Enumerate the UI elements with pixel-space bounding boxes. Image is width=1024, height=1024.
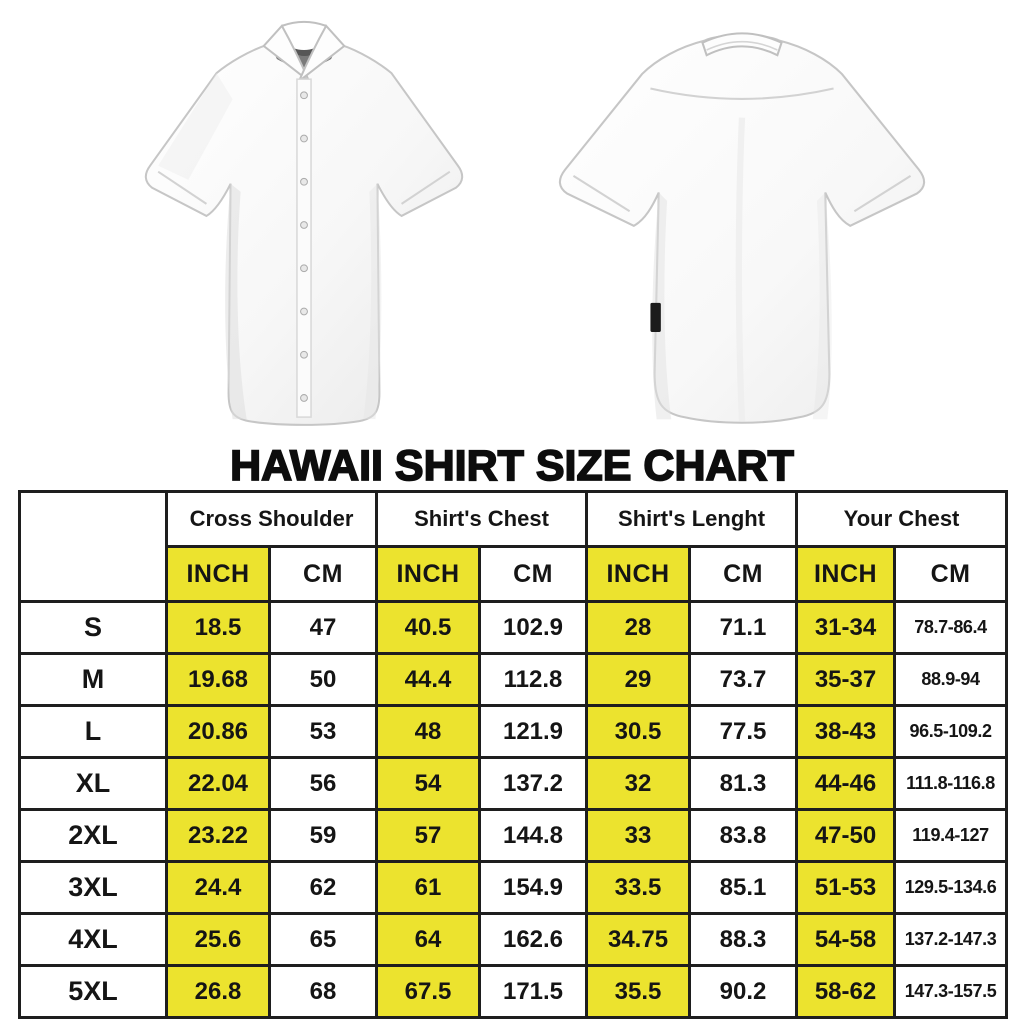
group-header-shirts-length: Shirt's Lenght — [587, 492, 797, 547]
value-cell: 137.2 — [480, 758, 587, 810]
table-row-5xl — [20, 966, 1007, 1018]
table-row-4xl — [20, 914, 1007, 966]
value-cell: 121.9 — [480, 706, 587, 758]
table-row-l — [20, 706, 1007, 758]
value-cell: 144.8 — [480, 810, 587, 862]
value-cell: 59 — [270, 810, 377, 862]
page-title: HAWAII SHIRT SIZE CHART — [230, 442, 794, 490]
value-cell: 129.5-134.6 — [895, 862, 1007, 914]
unit-header-cm: CM — [895, 547, 1007, 602]
value-cell: 50 — [270, 654, 377, 706]
unit-header-inch: INCH — [587, 547, 690, 602]
size-chart-table — [18, 490, 1008, 1019]
group-header-row — [20, 492, 1007, 547]
size-label: 4XL — [20, 914, 167, 966]
unit-header-inch: INCH — [377, 547, 480, 602]
value-cell: 18.5 — [167, 602, 270, 654]
value-cell: 25.6 — [167, 914, 270, 966]
table-row-xl — [20, 758, 1007, 810]
size-label: M — [20, 654, 167, 706]
value-cell: 40.5 — [377, 602, 480, 654]
value-cell: 57 — [377, 810, 480, 862]
value-cell: 62 — [270, 862, 377, 914]
value-cell: 67.5 — [377, 966, 480, 1018]
value-cell: 53 — [270, 706, 377, 758]
value-cell: 111.8-116.8 — [895, 758, 1007, 810]
value-cell: 24.4 — [167, 862, 270, 914]
value-cell: 44.4 — [377, 654, 480, 706]
value-cell: 154.9 — [480, 862, 587, 914]
size-label: 2XL — [20, 810, 167, 862]
table-row-2xl — [20, 810, 1007, 862]
value-cell: 19.68 — [167, 654, 270, 706]
value-cell: 88.9-94 — [895, 654, 1007, 706]
value-cell: 33 — [587, 810, 690, 862]
value-cell: 38-43 — [797, 706, 895, 758]
value-cell: 34.75 — [587, 914, 690, 966]
value-cell: 88.3 — [690, 914, 797, 966]
unit-header-cm: CM — [270, 547, 377, 602]
value-cell: 73.7 — [690, 654, 797, 706]
value-cell: 54-58 — [797, 914, 895, 966]
shirt-back-image — [540, 24, 944, 436]
unit-header-row — [20, 547, 1007, 602]
back-hem-tag — [650, 303, 660, 332]
unit-header-inch: INCH — [167, 547, 270, 602]
value-cell: 23.22 — [167, 810, 270, 862]
value-cell: 102.9 — [480, 602, 587, 654]
value-cell: 47 — [270, 602, 377, 654]
value-cell: 137.2-147.3 — [895, 914, 1007, 966]
unit-header-inch: INCH — [797, 547, 895, 602]
value-cell: 20.86 — [167, 706, 270, 758]
value-cell: 61 — [377, 862, 480, 914]
value-cell: 65 — [270, 914, 377, 966]
value-cell: 28 — [587, 602, 690, 654]
front-placket — [297, 79, 311, 417]
group-header-cross-shoulder: Cross Shoulder — [167, 492, 377, 547]
value-cell: 64 — [377, 914, 480, 966]
value-cell: 58-62 — [797, 966, 895, 1018]
value-cell: 22.04 — [167, 758, 270, 810]
value-cell: 85.1 — [690, 862, 797, 914]
value-cell: 30.5 — [587, 706, 690, 758]
size-label: XL — [20, 758, 167, 810]
value-cell: 31-34 — [797, 602, 895, 654]
group-header-your-chest: Your Chest — [797, 492, 1007, 547]
value-cell: 147.3-157.5 — [895, 966, 1007, 1018]
size-label: L — [20, 706, 167, 758]
value-cell: 47-50 — [797, 810, 895, 862]
value-cell: 162.6 — [480, 914, 587, 966]
value-cell: 119.4-127 — [895, 810, 1007, 862]
unit-header-cm: CM — [480, 547, 587, 602]
corner-cell — [20, 492, 167, 602]
value-cell: 83.8 — [690, 810, 797, 862]
value-cell: 48 — [377, 706, 480, 758]
value-cell: 112.8 — [480, 654, 587, 706]
table-row-m — [20, 654, 1007, 706]
value-cell: 44-46 — [797, 758, 895, 810]
value-cell: 35.5 — [587, 966, 690, 1018]
group-header-shirts-chest: Shirt's Chest — [377, 492, 587, 547]
shirt-front-image — [128, 18, 480, 432]
value-cell: 71.1 — [690, 602, 797, 654]
value-cell: 26.8 — [167, 966, 270, 1018]
value-cell: 96.5-109.2 — [895, 706, 1007, 758]
value-cell: 68 — [270, 966, 377, 1018]
table-row-3xl — [20, 862, 1007, 914]
size-label: 5XL — [20, 966, 167, 1018]
value-cell: 35-37 — [797, 654, 895, 706]
value-cell: 171.5 — [480, 966, 587, 1018]
value-cell: 32 — [587, 758, 690, 810]
size-label: S — [20, 602, 167, 654]
value-cell: 54 — [377, 758, 480, 810]
value-cell: 33.5 — [587, 862, 690, 914]
value-cell: 29 — [587, 654, 690, 706]
table-row-s — [20, 602, 1007, 654]
value-cell: 51-53 — [797, 862, 895, 914]
value-cell: 78.7-86.4 — [895, 602, 1007, 654]
value-cell: 90.2 — [690, 966, 797, 1018]
unit-header-cm: CM — [690, 547, 797, 602]
value-cell: 77.5 — [690, 706, 797, 758]
value-cell: 81.3 — [690, 758, 797, 810]
value-cell: 56 — [270, 758, 377, 810]
size-label: 3XL — [20, 862, 167, 914]
